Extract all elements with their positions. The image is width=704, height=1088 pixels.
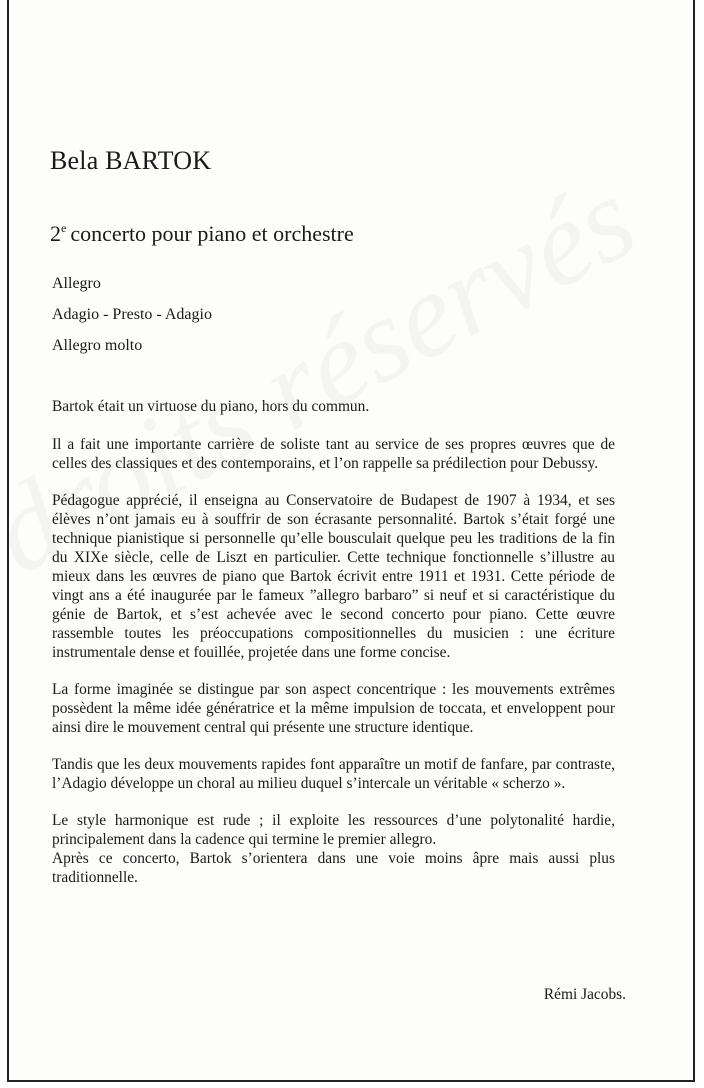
work-title <box>50 221 354 247</box>
paragraph: La forme imaginée se distingue par son aspect concentrique : les mouvements extrêmes possèdent la même idée génératrice et la même impulsion de toccata, et enveloppent pour ainsi dire le mouvement central qui présente une structure identique. <box>52 681 615 736</box>
paragraph: Il a fait une importante carrière de soliste tant au service de ses propres œuvres que de celles des classiques et des contemporains, et l’on rappelle sa prédilection pour Debussy. <box>52 436 615 472</box>
program-notes <box>52 397 615 905</box>
composer-name: Bela BARTOK <box>50 146 212 175</box>
paragraph: Pédagogue apprécié, il enseigna au Conservatoire de Budapest de 1907 à 1934, et ses élèves n’ont jamais eu à souffrir de son écrasante personnalité. Bartok s’était forgé une technique pianistique si personnelle qu’elle bousculait quelque peu les traditions de la fin du XIXe siècle, celle de Liszt en particulier. Cette technique fonctionnelle s’illustre au mieux dans les œuvres de piano que Bartok écrivit entre 1911 et 1931. Cette période de vingt ans a été inaugurée par le fameux ”allegro barbaro” si neuf et si caractéristique du génie de Bartok, et s’est achevée avec le second concerto pour piano. Cette œuvre rassemble toutes les préoccupations compositionnelles du musicien : une écriture instrumentale dense et fouillée, projetée dans une forme concise. <box>52 492 615 661</box>
movement-item: Adagio - Presto - Adagio <box>52 306 212 323</box>
paragraph: Bartok était un virtuose du piano, hors du commun. <box>52 398 370 415</box>
movement-item: Allegro <box>52 275 101 292</box>
paragraph: Le style harmonique est rude ; il exploite les ressources d’une polytonalité hardie, principalement dans la cadence qui termine le premier allegro. <box>52 812 615 848</box>
movement-list <box>52 274 212 367</box>
paragraph: Après ce concerto, Bartok s’orientera dans une voie moins âpre mais aussi plus traditionnelle. <box>52 850 615 886</box>
work-number: 2 <box>50 221 61 246</box>
movement-item: Allegro molto <box>52 337 143 354</box>
work-title-text: concerto pour piano et orchestre <box>70 221 354 246</box>
author-signature: Rémi Jacobs. <box>543 986 626 1003</box>
work-superscript: e <box>61 221 67 235</box>
paragraph: Tandis que les deux mouvements rapides font apparaître un motif de fanfare, par contraste, l’Adagio développe un choral au milieu duquel s’intercale un véritable « scherzo ». <box>52 756 615 792</box>
